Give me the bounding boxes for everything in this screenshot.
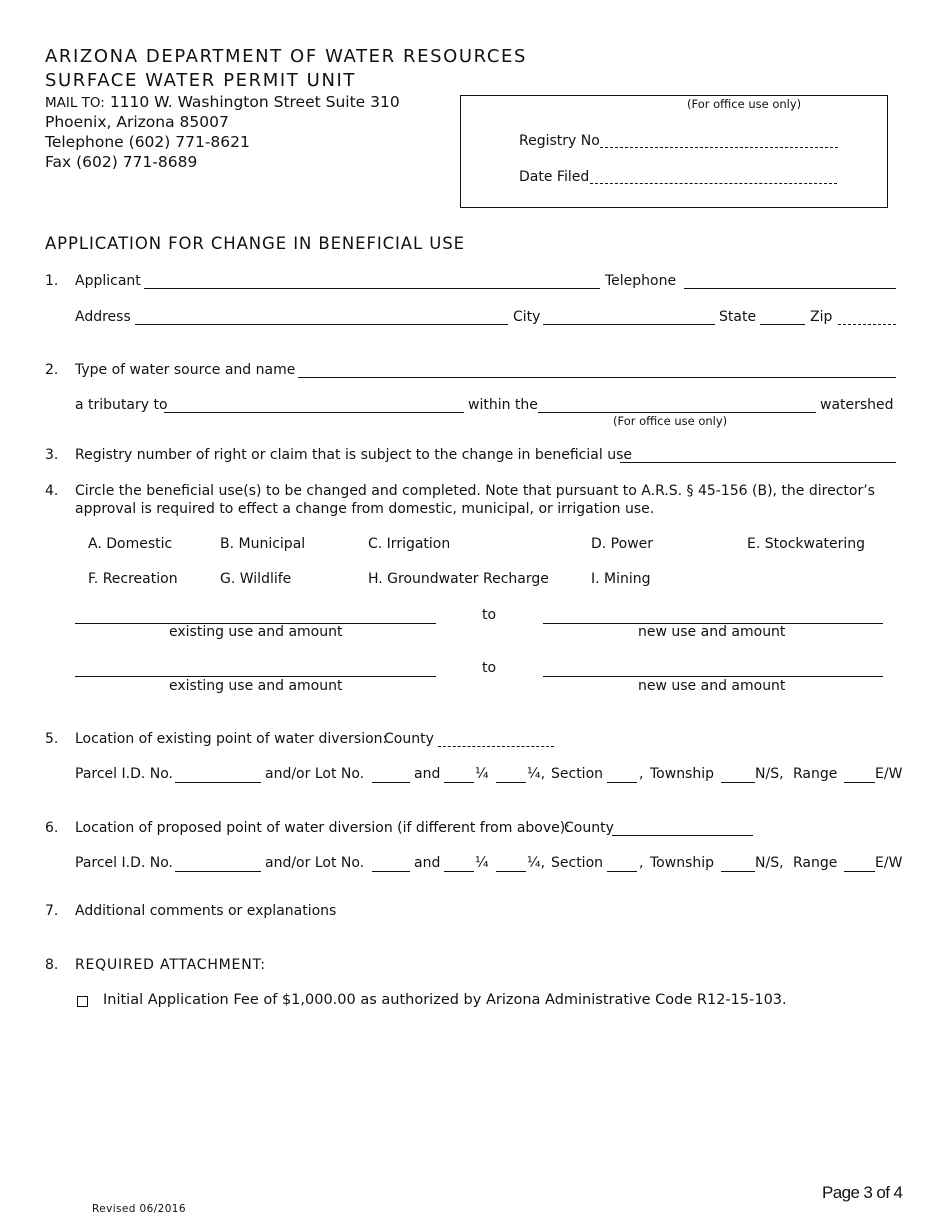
q5-ns-label: N/S, [755, 766, 784, 782]
existing-diversion-label: Location of existing point of water diversion: [75, 731, 388, 747]
city-field[interactable] [543, 324, 715, 325]
use-option-domestic[interactable]: A. Domestic [88, 536, 173, 552]
q6-lot-field[interactable] [372, 871, 410, 872]
existing-use-caption-1: existing use and amount [169, 624, 343, 640]
application-fee-text: Initial Application Fee of $1,000.00 as authorized by Arizona Administrative Code R12-15-103. [103, 992, 787, 1008]
to-label-2: to [482, 660, 497, 676]
q6-comma: , [639, 855, 644, 871]
to-label-1: to [482, 607, 497, 623]
q6-range-field[interactable] [844, 871, 875, 872]
registry-no-field[interactable] [600, 147, 838, 148]
q5-township-field[interactable] [721, 782, 755, 783]
new-use-field-2[interactable] [543, 676, 883, 677]
tributary-label: a tributary to [75, 397, 168, 413]
q6-range-label: Range [793, 855, 838, 871]
office-use-caption: (For office use only) [687, 97, 802, 111]
state-label: State [719, 309, 757, 325]
date-filed-label: Date Filed [519, 169, 590, 185]
mail-street: 1110 W. Washington Street Suite 310 [109, 93, 400, 111]
use-option-stockwatering[interactable]: E. Stockwatering [747, 536, 866, 552]
q5-quarter-field-2[interactable] [496, 782, 526, 783]
q5-parcel-field[interactable] [175, 782, 261, 783]
q5-quarter-field-1[interactable] [444, 782, 474, 783]
q5-lot-field[interactable] [372, 782, 410, 783]
q6-county-label: County [564, 820, 614, 836]
new-use-caption-2: new use and amount [638, 678, 786, 694]
use-option-municipal[interactable]: B. Municipal [220, 536, 306, 552]
q5-parcel-label: Parcel I.D. No. [75, 766, 173, 782]
q6-and-label: and [414, 855, 441, 871]
q4-number: 4. [45, 483, 59, 499]
use-option-irrigation[interactable]: C. Irrigation [368, 536, 451, 552]
agency-name: ARIZONA DEPARTMENT OF WATER RESOURCES [45, 46, 528, 67]
new-use-caption-1: new use and amount [638, 624, 786, 640]
state-field[interactable] [760, 324, 805, 325]
q6-quarter-label-1: ¼ [475, 855, 489, 871]
q6-township-field[interactable] [721, 871, 755, 872]
existing-use-field-2[interactable] [75, 676, 436, 677]
q6-quarter-field-2[interactable] [496, 871, 526, 872]
fax-line: Fax (602) 771-8689 [45, 153, 198, 171]
q6-section-label: Section [551, 855, 604, 871]
required-attachment-label: REQUIRED ATTACHMENT: [75, 957, 266, 973]
q5-county-label: County [384, 731, 434, 747]
use-option-recreation[interactable]: F. Recreation [88, 571, 178, 587]
q5-section-label: Section [551, 766, 604, 782]
watershed-label: watershed [820, 397, 894, 413]
q5-county-field[interactable] [438, 746, 554, 747]
q5-range-field[interactable] [844, 782, 875, 783]
address-field[interactable] [135, 324, 508, 325]
q5-range-label: Range [793, 766, 838, 782]
q5-quarter-label-1: ¼ [475, 766, 489, 782]
q6-ns-label: N/S, [755, 855, 784, 871]
use-option-groundwater-recharge[interactable]: H. Groundwater Recharge [368, 571, 549, 587]
telephone-field[interactable] [684, 288, 896, 289]
use-option-power[interactable]: D. Power [591, 536, 654, 552]
mail-address [45, 93, 400, 111]
use-option-mining[interactable]: I. Mining [591, 571, 651, 587]
tributary-field[interactable] [164, 412, 464, 413]
registry-right-field[interactable] [620, 462, 896, 463]
proposed-diversion-label: Location of proposed point of water diversion (if different from above): [75, 820, 570, 836]
q5-lot-label: and/or Lot No. [265, 766, 365, 782]
q5-township-label: Township [650, 766, 715, 782]
q6-parcel-label: Parcel I.D. No. [75, 855, 173, 871]
water-source-label: Type of water source and name [75, 362, 296, 378]
existing-use-caption-2: existing use and amount [169, 678, 343, 694]
q6-ew-label: E/W [875, 855, 903, 871]
q3-number: 3. [45, 447, 59, 463]
mail-prefix: MAIL TO: [45, 95, 105, 111]
q6-county-field[interactable] [612, 835, 753, 836]
q5-number: 5. [45, 731, 59, 747]
q5-comma: , [639, 766, 644, 782]
zip-label: Zip [810, 309, 833, 325]
office-use-box [460, 95, 888, 208]
q6-number: 6. [45, 820, 59, 836]
registry-right-label: Registry number of right or claim that is subject to the change in beneficial use [75, 447, 632, 463]
q4-instruction-line2: approval is required to effect a change from domestic, municipal, or irrigation use. [75, 501, 655, 517]
telephone-line: Telephone (602) 771-8621 [45, 133, 250, 151]
q4-instruction-line1: Circle the beneficial use(s) to be changed and completed. Note that pursuant to A.R.S. § 45-156 (B), the director’s [75, 483, 875, 499]
fee-checkbox[interactable] [77, 996, 88, 1007]
comments-label: Additional comments or explanations [75, 903, 337, 919]
use-option-wildlife[interactable]: G. Wildlife [220, 571, 292, 587]
q8-number: 8. [45, 957, 59, 973]
city-line: Phoenix, Arizona 85007 [45, 113, 229, 131]
watershed-field[interactable] [538, 412, 816, 413]
zip-field[interactable] [838, 324, 896, 325]
date-filed-field[interactable] [590, 183, 837, 184]
unit-name: SURFACE WATER PERMIT UNIT [45, 70, 357, 91]
page-number: Page 3 of 4 [822, 1183, 903, 1202]
registry-no-label: Registry No [519, 133, 600, 149]
q6-section-field[interactable] [607, 871, 637, 872]
q6-township-label: Township [650, 855, 715, 871]
form-title: APPLICATION FOR CHANGE IN BENEFICIAL USE [45, 234, 465, 253]
q5-ew-label: E/W [875, 766, 903, 782]
q1-number: 1. [45, 273, 59, 289]
q5-quarter-label-2: ¼, [527, 766, 546, 782]
address-label: Address [75, 309, 131, 325]
q5-section-field[interactable] [607, 782, 637, 783]
telephone-label: Telephone [605, 273, 677, 289]
city-label: City [513, 309, 541, 325]
q6-lot-label: and/or Lot No. [265, 855, 365, 871]
water-source-field[interactable] [298, 377, 896, 378]
watershed-office-note: (For office use only) [613, 414, 728, 428]
q5-and-label: and [414, 766, 441, 782]
q2-number: 2. [45, 362, 59, 378]
q6-parcel-field[interactable] [175, 871, 261, 872]
applicant-label: Applicant [75, 273, 141, 289]
q6-quarter-label-2: ¼, [527, 855, 546, 871]
q6-quarter-field-1[interactable] [444, 871, 474, 872]
revision-date: Revised 06/2016 [92, 1203, 186, 1215]
applicant-field[interactable] [144, 288, 600, 289]
within-label: within the [468, 397, 538, 413]
q7-number: 7. [45, 903, 59, 919]
